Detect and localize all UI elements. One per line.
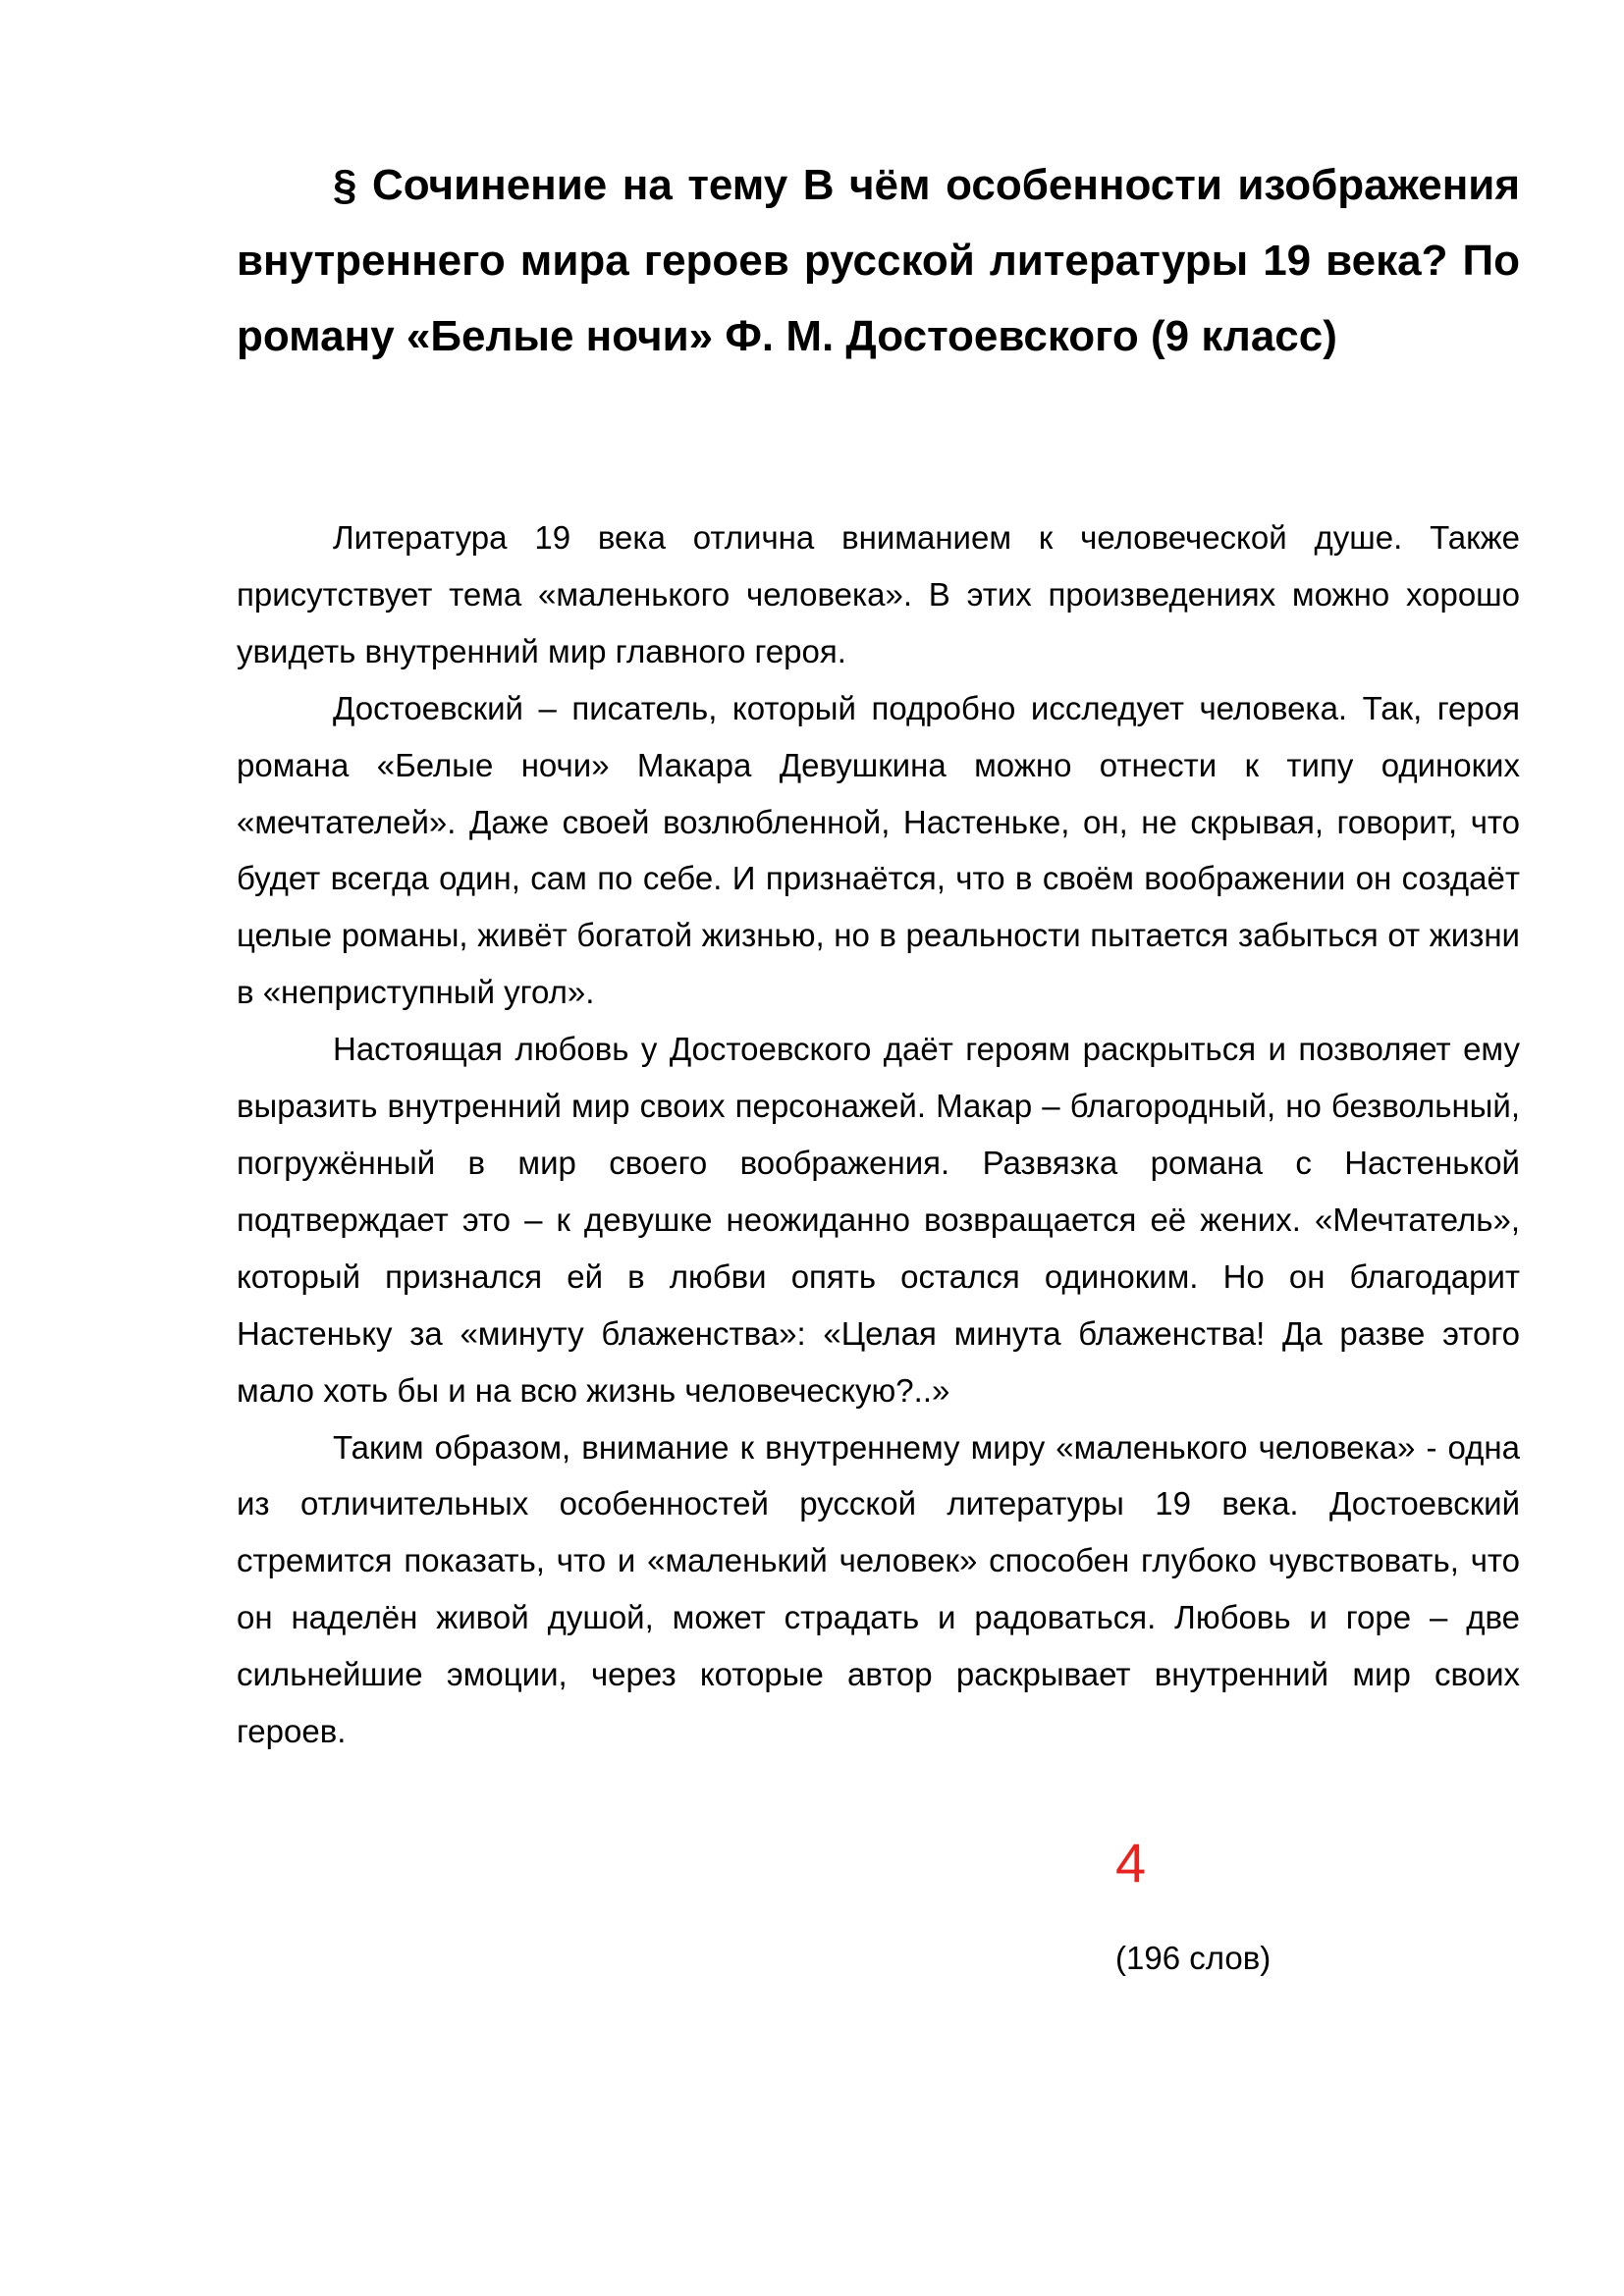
paragraph-3: Настоящая любовь у Достоевского даёт героям раскрыться и позволяет ему выразить внутренний мир своих персонажей. Макар – благородный, но безвольный, погружённый в мир своего воображения. Развязка романа с Настенькой подтверждает это – к девушке неожиданно возвращается её жених. «Мечтатель», который признался ей в любви опять остался одиноким. Но он благодарит Настеньку за «минуту блаженства»: «Целая минута блаженства! Да разве этого мало хоть бы и на всю жизнь человеческую?..» [237, 1031, 1520, 1409]
word-count: (196 слов) [1115, 1940, 1272, 1976]
paragraph-4: Таким образом, внимание к внутреннему миру «маленького человека» - одна из отличительных особенностей русской литературы 19 века. Достоевский стремится показать, что и «маленький человек» способен глубоко чувствовать, что он наделён живой душой, может страдать и радоваться. Любовь и горе – две сильнейшие эмоции, через которые автор раскрывает внутренний мир своих героев. [237, 1428, 1520, 1750]
essay-body [237, 509, 1520, 1760]
paragraph-2: Достоевский – писатель, который подробно исследует человека. Так, героя романа «Белые ночи» Макара Девушкина можно отнести к типу одиноких «мечтателей». Даже своей возлюбленной, Настеньке, он, не скрывая, говорит, что будет всегда один, сам по себе. И признаётся, что в своём воображении он создаёт целые романы, живёт богатой жизнью, но в реальности пытается забыться от жизни в «неприступный угол». [237, 689, 1520, 1011]
paragraph-1: Литература 19 века отлична вниманием к человеческой душе. Также присутствует тема «маленького человека». В этих произведениях можно хорошо увидеть внутренний мир главного героя. [237, 519, 1520, 669]
page-title: § Сочинение на тему В чём особенности изображения внутреннего мира героев русской литературы 19 века? По роману «Белые ночи» Ф. М. Достоевского (9 класс) [237, 161, 1520, 360]
grade-mark: 4 [1115, 1832, 1147, 1894]
